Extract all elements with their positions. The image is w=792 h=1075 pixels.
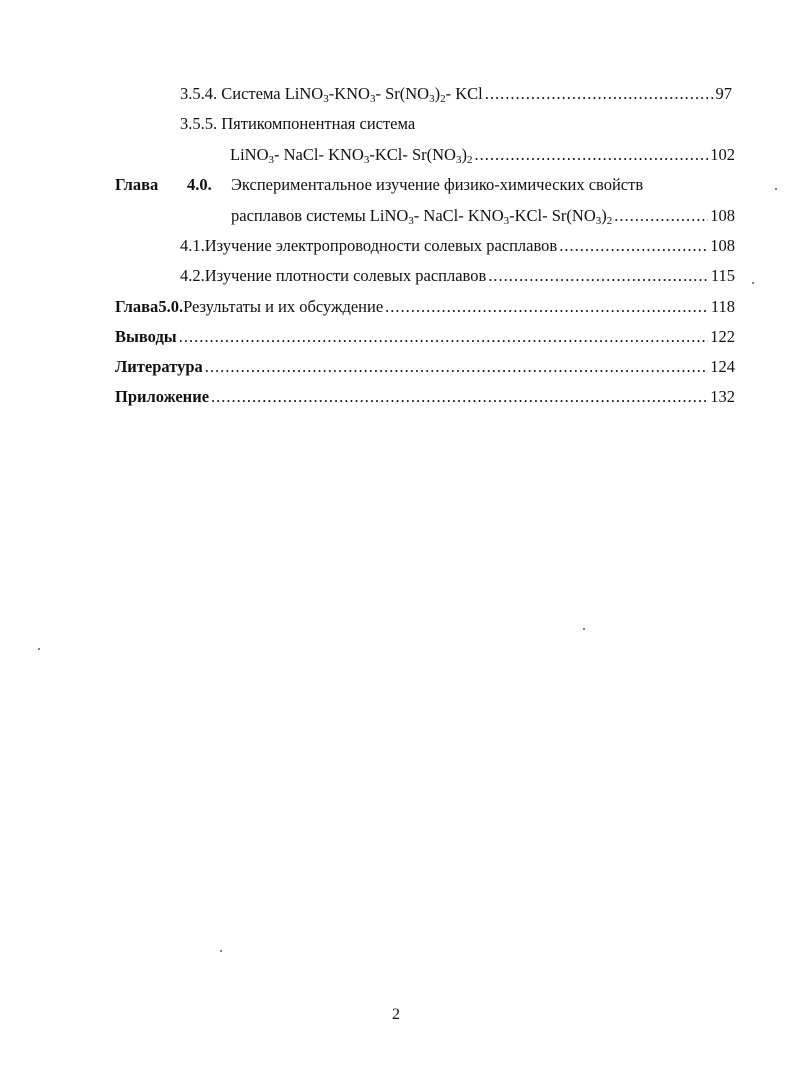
chapter-title: Результаты и их обсуждение [183,297,384,316]
entry-page: 122 [710,327,735,346]
dot-leader [474,144,708,166]
dot-leader [485,83,714,105]
toc-literature [115,356,735,378]
entry-page: 124 [710,357,735,376]
scan-speck [752,282,754,284]
dot-leader [205,356,708,378]
entry-page: 118 [710,297,735,316]
entry-title: Выводы [115,327,177,346]
entry-page: 108 [710,206,735,225]
entry-number: 4.1. [180,236,205,255]
entry-title: Изучение плотности солевых расплавов [204,266,487,285]
toc-chapter-4-continuation [231,205,735,227]
entry-number: 4.2. [180,266,205,285]
entry-title: Пятикомпонентная система [221,114,416,133]
toc-chapter-5 [115,296,735,318]
toc-entry-4-2 [180,265,735,287]
entry-number: 3.5.4. [180,84,218,103]
entry-page: 102 [710,145,735,164]
chapter-title: Экспериментальное изучение физико-химических свойств [231,175,644,194]
entry-formula: LiNO$_3$- NaCl- $KNO_3-KCl-$ $Sr(NO_3)_2$ [230,145,473,166]
chapter-word: Глава [115,175,159,194]
chapter-number: 4.0. [187,175,212,194]
toc-entry-4-1 [180,235,735,257]
entry-title: Система $LiNO_3-KNO_3-$ $Sr(NO_3)_2-$ KCl [221,84,483,105]
entry-page: 97 [715,84,732,103]
entry-page: 108 [710,236,735,255]
scan-speck [38,648,40,650]
dot-leader [385,296,709,318]
chapter-number: 5.0. [158,297,184,316]
dot-leader [559,235,708,257]
page-number: 2 [392,1006,400,1023]
toc-conclusions [115,326,735,348]
entry-title: Приложение [115,387,210,406]
dot-leader [488,265,709,287]
dot-leader [179,326,709,348]
toc-chapter-4-heading [115,174,643,196]
toc-entry-3-5-4 [180,83,732,105]
chapter-word: Глава [115,297,159,316]
scan-speck [220,950,222,952]
toc-entry-3-5-5-formula [230,144,735,166]
scan-speck [775,188,777,190]
entry-title: Литература [115,357,203,376]
dot-leader [614,205,708,227]
entry-page: 115 [710,266,735,285]
entry-title: Изучение электропроводности солевых расплавов [204,236,558,255]
chapter-title-continued: расплавов системы LiNO$_3$- NaCl- $KNO_3-KCl-$ $Sr(NO_3)_2$ [231,206,613,227]
dot-leader [211,386,708,408]
entry-number: 3.5.5. [180,114,218,133]
toc-appendix [115,386,735,408]
entry-page: 132 [710,387,735,406]
scan-speck [583,628,585,630]
toc-entry-3-5-5-heading [180,113,415,135]
